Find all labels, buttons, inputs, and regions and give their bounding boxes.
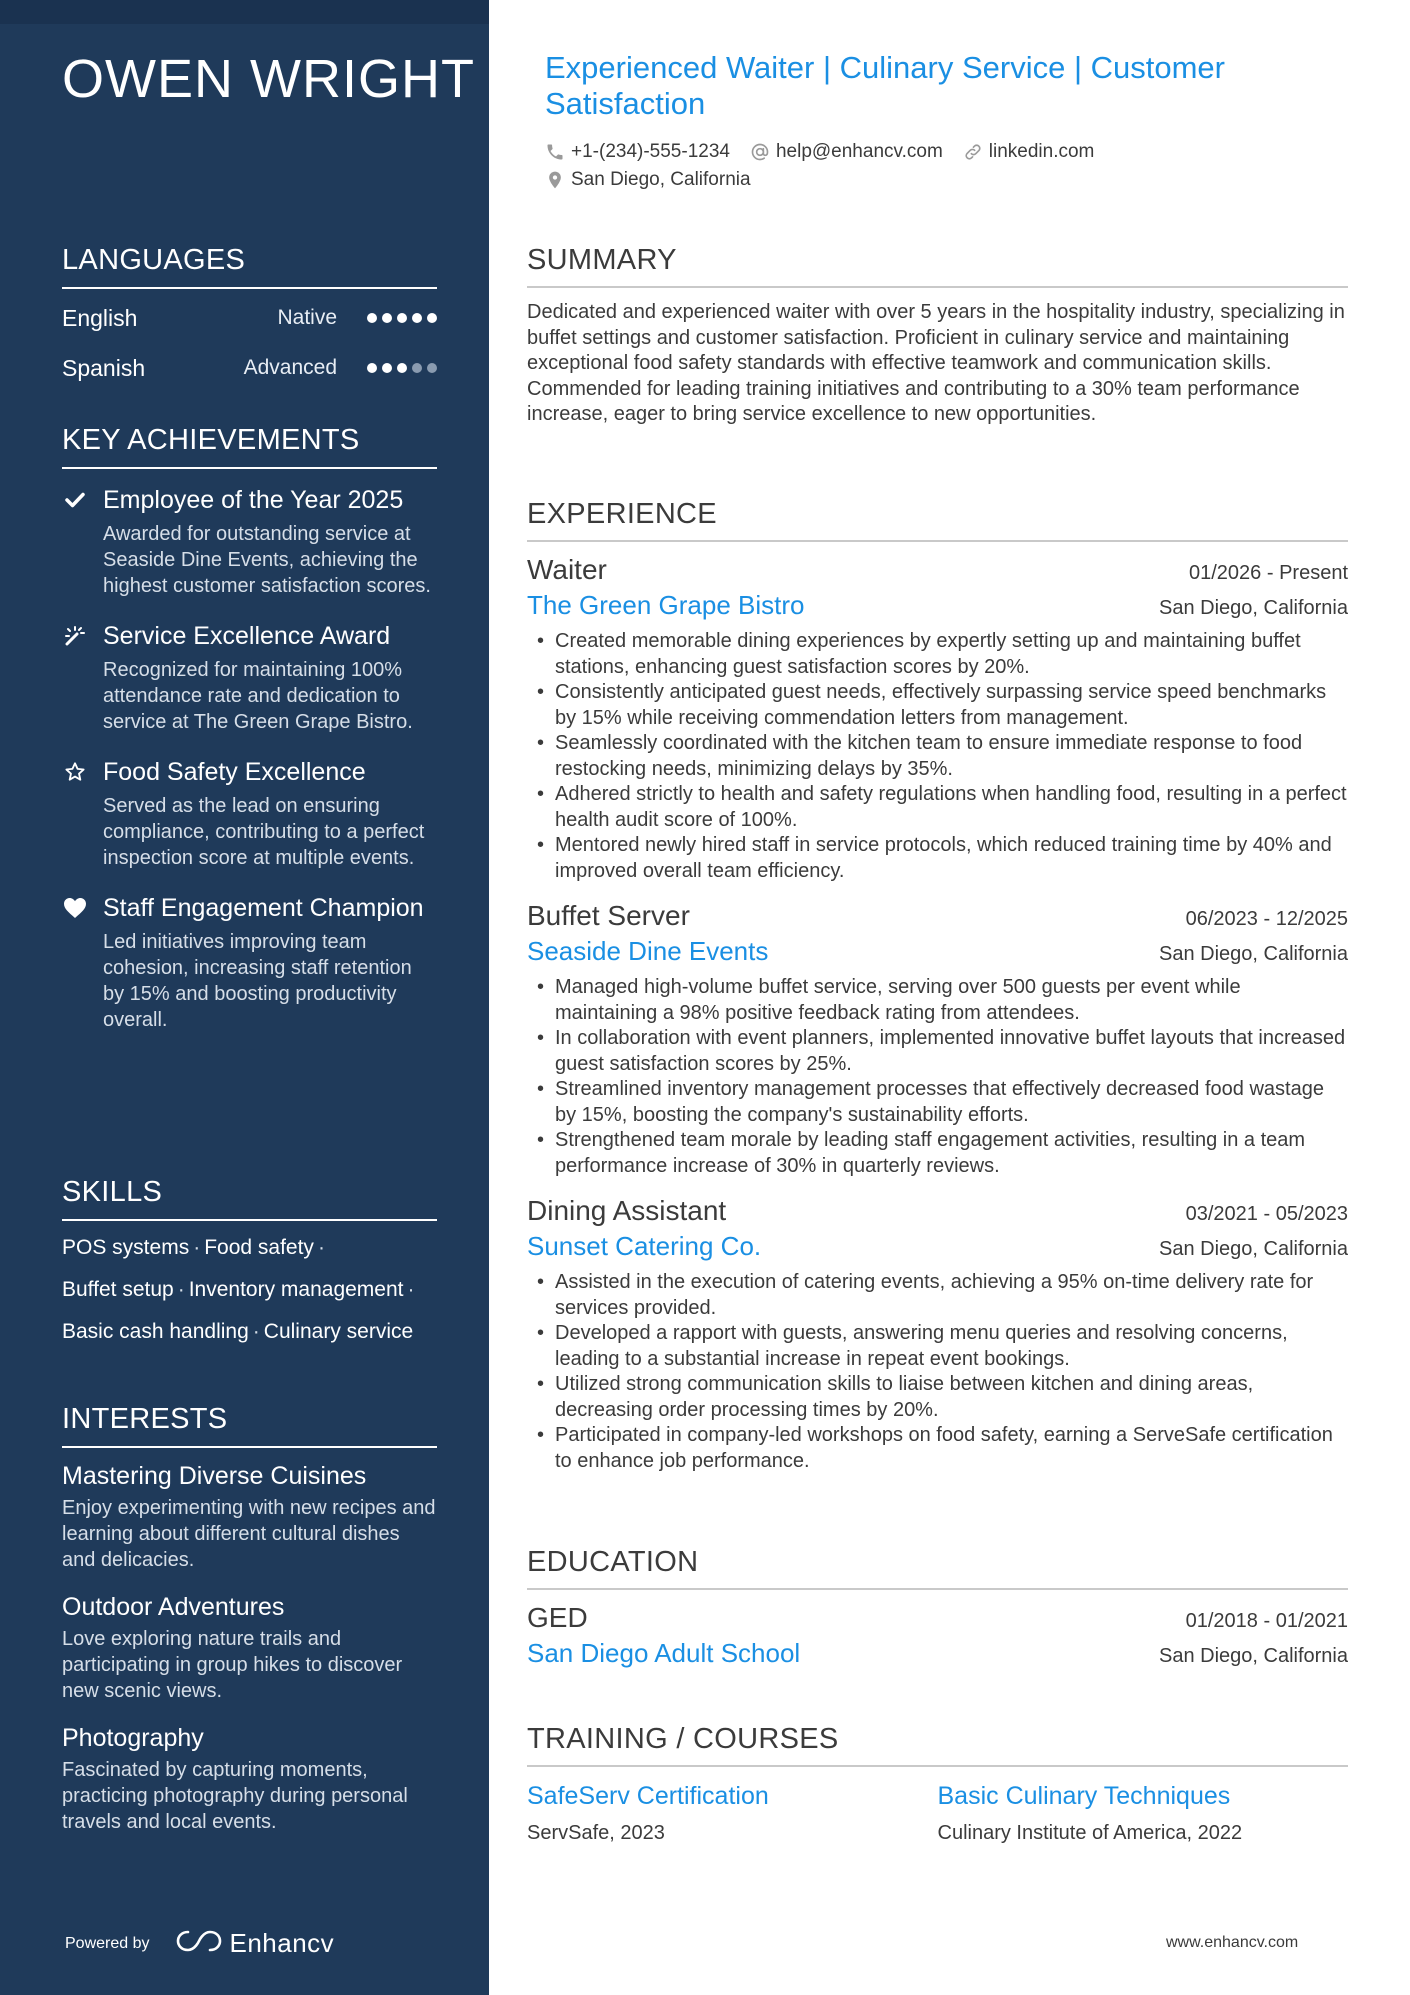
bullet-item: • Streamlined inventory management processes that effectively decreased food wastage by 15%, boosting the company's sustainability efforts. [527, 1077, 1348, 1128]
rating-dot [427, 363, 437, 373]
course-provider: ServSafe, 2023 [527, 1822, 665, 1844]
rating-dot [412, 313, 422, 323]
bullet-item: • Assisted in the execution of catering events, achieving a 95% on-time delivery rate for services provided. [527, 1270, 1348, 1321]
language-level: Native [277, 306, 337, 329]
footer-url[interactable]: www.enhancv.com [1166, 1934, 1299, 1951]
language-name: Spanish [62, 354, 146, 381]
skill-item: Food safety [204, 1236, 314, 1259]
bullet-item: • Strengthened team morale by leading staff engagement activities, resulting in a team performance increase of 30% in quarterly reviews. [527, 1128, 1348, 1179]
job-title: Waiter [527, 554, 607, 585]
rating-dot [397, 313, 407, 323]
skills-line: Buffet setup · Inventory management · [62, 1278, 415, 1301]
bullet-item: • Utilized strong communication skills to liaise between kitchen and dining areas, decreasing order processing times by 20%. [527, 1372, 1348, 1423]
achievement-title: Food Safety Excellence [103, 758, 366, 786]
bullet-item: • Managed high-volume buffet service, serving over 500 guests per event while maintaining a 98% positive feedback rating from attendees. [527, 975, 1348, 1026]
email-text: help@enhancv.com [775, 141, 943, 162]
bullet-item: • Seamlessly coordinated with the kitchen team to ensure immediate response to food restocking needs, minimizing delays by 35%. [527, 731, 1348, 782]
interest-title: Mastering Diverse Cuisines [62, 1462, 367, 1490]
interest-item [62, 1591, 437, 1704]
course-item [527, 1779, 938, 1845]
job-title: Buffet Server [527, 900, 690, 931]
interest-title: Outdoor Adventures [62, 1593, 285, 1621]
heart-icon [62, 895, 88, 921]
skill-item: Buffet setup [62, 1278, 174, 1301]
achievements-title: KEY ACHIEVEMENTS [62, 424, 437, 469]
education-location: San Diego, California [1159, 1645, 1348, 1667]
language-row [62, 343, 437, 393]
interests-section [62, 1403, 437, 1853]
powered-by-label: Powered by [65, 1934, 150, 1952]
bullet-item: • Consistently anticipated guest needs, effectively surpassing service speed benchmarks by 15% while receiving commendation letters from management. [527, 680, 1348, 731]
bullet-item: • Participated in company-led workshops on food safety, earning a ServeSafe certification to enhance job performance. [527, 1423, 1348, 1474]
bullet-item: • Created memorable dining experiences by expertly setting up and maintaining buffet stations, enhancing guest satisfaction scores by 20%. [527, 629, 1348, 680]
achievement-desc: Recognized for maintaining 100% attendance rate and dedication to service at The Green Grape Bistro. [103, 659, 413, 733]
location-text: San Diego, California [571, 169, 751, 190]
course-provider: Culinary Institute of America, 2022 [937, 1822, 1243, 1844]
contact-phone[interactable] [545, 141, 730, 163]
summary-section [527, 244, 1348, 428]
skill-item: POS systems [62, 1236, 190, 1259]
achievement-item [62, 757, 437, 871]
rating-dot [397, 363, 407, 373]
language-rating [367, 313, 437, 323]
location-pin-icon [545, 170, 565, 190]
job-dates: 03/2021 - 05/2023 [1185, 1203, 1348, 1225]
achievement-item [62, 621, 437, 735]
achievement-title: Staff Engagement Champion [103, 894, 424, 922]
experience-title: EXPERIENCE [527, 498, 1348, 542]
languages-title: LANGUAGES [62, 244, 437, 289]
job-title: Dining Assistant [527, 1195, 727, 1226]
rating-dot [382, 363, 392, 373]
education-section [527, 1546, 1348, 1669]
achievement-item [62, 485, 437, 599]
skill-item: Basic cash handling [62, 1320, 249, 1343]
job-company: Sunset Catering Co. [527, 1231, 762, 1261]
phone-icon [545, 142, 565, 162]
bullet-item: • Developed a rapport with guests, answering menu queries and resolving concerns, leading to a substantial increase in repeat event bookings. [527, 1321, 1348, 1372]
enhancv-logo-icon [176, 1928, 222, 1959]
link-icon [963, 142, 983, 162]
experience-section [527, 498, 1348, 1474]
language-rating [367, 363, 437, 373]
education-degree: GED [527, 1602, 588, 1633]
job-entry [527, 1195, 1348, 1474]
achievement-desc: Served as the lead on ensuring compliance, contributing to a perfect inspection score at multiple events. [103, 795, 425, 869]
rating-dot [412, 363, 422, 373]
rating-dot [367, 313, 377, 323]
achievement-desc: Awarded for outstanding service at Seaside Dine Events, achieving the highest customer satisfaction scores. [103, 523, 431, 597]
achievement-title: Service Excellence Award [103, 622, 391, 650]
training-section [527, 1723, 1348, 1845]
course-title: SafeServ Certification [527, 1782, 769, 1810]
bullet-item: • In collaboration with event planners, implemented innovative buffet layouts that increased guest satisfaction scores by 25%. [527, 1026, 1348, 1077]
rating-dot [427, 313, 437, 323]
rating-dot [382, 313, 392, 323]
achievement-desc: Led initiatives improving team cohesion, increasing staff retention by 15% and boosting productivity overall. [103, 931, 412, 1031]
contact-linkedin[interactable] [963, 141, 1095, 163]
education-title: EDUCATION [527, 1546, 1348, 1590]
course-item [938, 1779, 1349, 1845]
interest-desc: Love exploring nature trails and participating in group hikes to discover new scenic views. [62, 1628, 403, 1702]
enhancv-brand: Enhancv [229, 1928, 335, 1958]
interest-item [62, 1460, 437, 1573]
contact-email[interactable] [750, 141, 943, 163]
job-location: San Diego, California [1159, 1238, 1348, 1260]
language-level: Advanced [243, 356, 337, 379]
skill-item: Culinary service [263, 1320, 414, 1343]
magic-wand-icon [62, 623, 88, 649]
training-title: TRAINING / COURSES [527, 1723, 1348, 1767]
language-row [62, 293, 437, 343]
achievements-section [62, 424, 437, 1055]
job-bullets [527, 1270, 1348, 1474]
job-dates: 01/2026 - Present [1189, 562, 1348, 584]
skill-item: Inventory management [188, 1278, 404, 1301]
bullet-item: • Adhered strictly to health and safety regulations when handling food, resulting in a perfect health audit score of 100%. [527, 782, 1348, 833]
achievement-item [62, 893, 437, 1033]
sidebar-top-strip [0, 0, 489, 24]
languages-section [62, 244, 437, 393]
phone-text: +1-(234)-555-1234 [571, 141, 730, 162]
sidebar [0, 0, 489, 1995]
linkedin-text: linkedin.com [988, 141, 1095, 162]
achievement-title: Employee of the Year 2025 [103, 486, 404, 514]
at-icon [750, 142, 770, 162]
headline: Experienced Waiter | Culinary Service | Customer Satisfaction [545, 50, 1225, 121]
summary-title: SUMMARY [527, 244, 1348, 288]
job-entry [527, 554, 1348, 884]
job-bullets [527, 975, 1348, 1179]
skills-title: SKILLS [62, 1176, 437, 1221]
skills-line: Basic cash handling · Culinary service [62, 1320, 414, 1343]
rating-dot [367, 363, 377, 373]
education-school: San Diego Adult School [527, 1638, 801, 1668]
summary-text: Dedicated and experienced waiter with over 5 years in the hospitality industry, specializing in buffet settings and customer satisfaction. Proficient in culinary service and maintaining exceptional food safety standards with effective teamwork and communication skills. Commended for leading training initiatives and contributing to a 30% team performance increase, eager to bring service excellence to new opportunities. [527, 301, 1345, 425]
skills-line: POS systems · Food safety · [62, 1236, 325, 1259]
interest-desc: Enjoy experimenting with new recipes and learning about different cultural dishes and delicacies. [62, 1497, 436, 1571]
interests-title: INTERESTS [62, 1403, 437, 1448]
powered-by [65, 1928, 334, 1959]
contact-info [545, 138, 1345, 194]
job-company: Seaside Dine Events [527, 936, 769, 966]
job-company: The Green Grape Bistro [527, 590, 805, 620]
job-bullets [527, 629, 1348, 884]
interest-item [62, 1722, 437, 1835]
job-location: San Diego, California [1159, 943, 1348, 965]
education-dates: 01/2018 - 01/2021 [1185, 1610, 1348, 1632]
contact-location [545, 169, 751, 191]
job-dates: 06/2023 - 12/2025 [1185, 908, 1348, 930]
education-entry [527, 1602, 1348, 1669]
interest-title: Photography [62, 1724, 204, 1752]
job-entry [527, 900, 1348, 1179]
check-icon [62, 487, 88, 513]
job-location: San Diego, California [1159, 597, 1348, 619]
skills-section [62, 1176, 437, 1353]
course-title: Basic Culinary Techniques [937, 1782, 1231, 1810]
star-icon [62, 759, 88, 785]
enhancv-logo[interactable] [176, 1928, 335, 1959]
candidate-name: OWEN WRIGHT [62, 49, 475, 109]
bullet-item: • Mentored newly hired staff in service protocols, which reduced training time by 40% and improved overall team efficiency. [527, 833, 1348, 884]
interest-desc: Fascinated by capturing moments, practicing photography during personal travels and local events. [62, 1759, 408, 1833]
language-name: English [62, 304, 138, 331]
